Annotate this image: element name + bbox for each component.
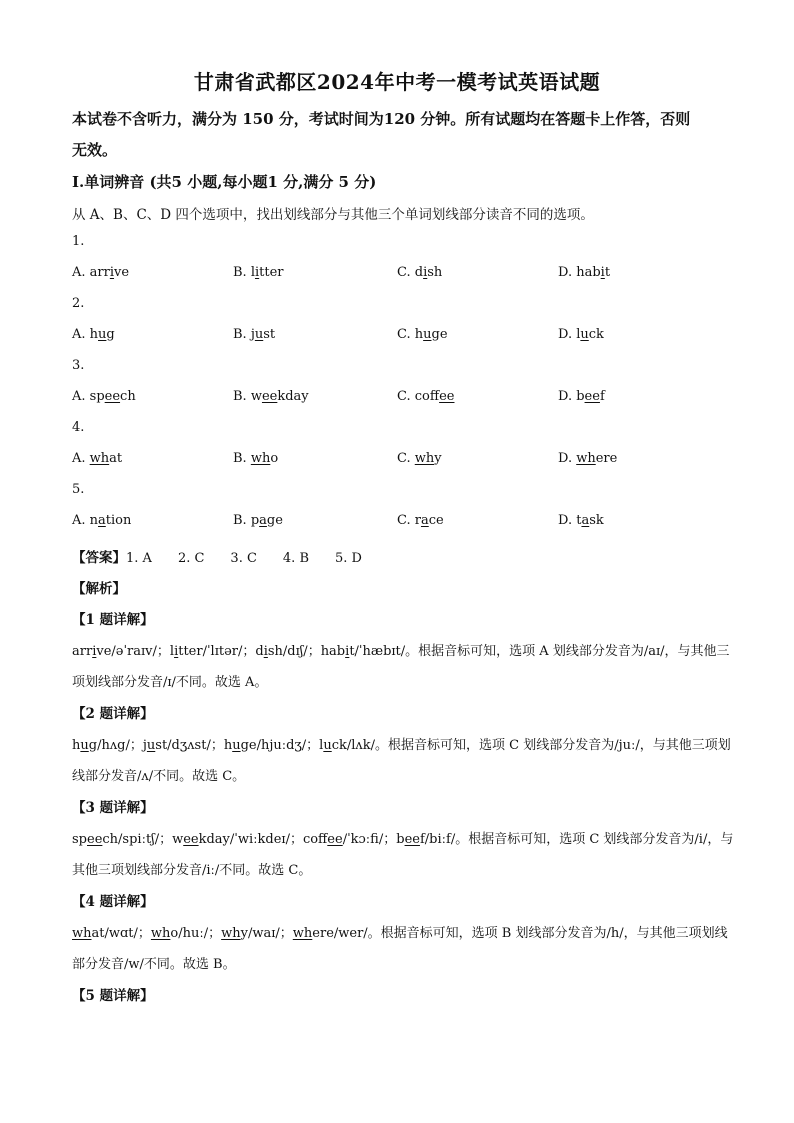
analysis-label: 【解析】	[72, 581, 126, 597]
detail-text-continued: 项划线部分发音/ɪ/不同。故选 A。	[72, 675, 268, 690]
detail-header: 【4 题详解】	[72, 894, 154, 910]
underlined-part: u	[423, 327, 432, 342]
answer-option[interactable]: A. arrive	[72, 265, 130, 280]
answer-option[interactable]: D. habit	[558, 265, 611, 280]
detail-text-continued: 线部分发音/ʌ/不同。故选 C。	[72, 769, 246, 784]
section-title: Ⅰ.单词辨音 (共5 小题,每小题1 分,满分 5 分)	[72, 173, 377, 191]
answer-option[interactable]: A. hug	[72, 327, 115, 342]
underlined-part: wh	[250, 451, 271, 466]
underlined-part: u	[98, 327, 107, 342]
detail-text: speech/spiːtʃ/；weekday/ˈwiːkdeɪ/；coffee/ˈkɔːfi/；beef/biːf/。根据音标可知，选项 C 划线部分发音为/i/，与	[72, 832, 734, 847]
answer-option[interactable]: D. beef	[558, 389, 605, 404]
answer-option[interactable]: C. dish	[397, 265, 443, 280]
underlined-part: wh	[89, 451, 110, 466]
answer-option[interactable]: C. coffee	[397, 389, 455, 404]
answer-option[interactable]: A. speech	[72, 389, 136, 404]
question-number: 1.	[72, 234, 85, 249]
answer-item: 2. C	[177, 551, 205, 566]
detail-header: 【1 题详解】	[72, 612, 154, 628]
answer-option[interactable]: D. task	[558, 513, 604, 528]
underlined-part: i	[254, 265, 260, 280]
answer-option[interactable]: B. weekday	[233, 389, 309, 404]
underlined-part: a	[581, 513, 590, 528]
answer-row	[72, 546, 362, 566]
underlined-part: a	[420, 513, 429, 528]
answer-option[interactable]: C. why	[397, 451, 442, 466]
underlined-part: i	[423, 265, 428, 280]
underlined-part: ee	[439, 389, 455, 404]
question-number: 5.	[72, 482, 85, 497]
answer-label: 【答案】	[72, 550, 126, 566]
answer-option[interactable]: A. nation	[72, 513, 132, 528]
detail-header: 【3 题详解】	[72, 800, 154, 816]
answer-option[interactable]: D. luck	[558, 327, 604, 342]
instruction-text: 从 A、B、C、D 四个选项中，找出划线部分与其他三个单词划线部分读音不同的选项。	[72, 207, 594, 223]
detail-text-continued: 部分发音/w/不同。故选 B。	[72, 957, 236, 972]
answer-option[interactable]: B. just	[233, 327, 276, 342]
underlined-part: ee	[104, 389, 121, 404]
intro-line-1: 本试卷不含听力，满分为 150 分，考试时间为120 分钟。所有试题均在答题卡上作答，否则	[72, 110, 691, 128]
underlined-part: wh	[576, 451, 596, 466]
answer-option[interactable]: B. who	[233, 451, 279, 466]
detail-text: arrive/əˈraɪv/；litter/ˈlɪtər/；dish/dɪʃ/；habit/ˈhæbɪt/。根据音标可知，选项 A 划线部分发音为/aɪ/，与其他三	[72, 644, 730, 659]
detail-text: what/wɑt/；who/huː/；why/waɪ/；where/wer/。根据音标可知，选项 B 划线部分发音为/h/，与其他三项划线	[72, 926, 728, 941]
detail-header: 【5 题详解】	[72, 988, 154, 1004]
intro-line-2: 无效。	[72, 141, 118, 159]
underlined-part: u	[254, 327, 264, 342]
question-number: 3.	[72, 358, 85, 373]
answer-option[interactable]: A. what	[72, 451, 123, 466]
detail-text-continued: 其他三项划线部分发音/iː/不同。故选 C。	[72, 863, 312, 878]
answer-option[interactable]: C. race	[397, 513, 444, 528]
underlined-part: a	[98, 513, 106, 528]
underlined-part: u	[580, 327, 589, 342]
underlined-part: wh	[414, 451, 435, 466]
underlined-part: ee	[261, 389, 278, 404]
question-number: 4.	[72, 420, 85, 435]
answer-item: 3. C	[230, 551, 257, 566]
answer-item: 5. D	[335, 551, 362, 566]
underlined-part: a	[259, 513, 267, 528]
detail-header: 【2 题详解】	[72, 706, 154, 722]
question-number: 2.	[72, 296, 85, 311]
answer-item: 4. B	[282, 551, 309, 566]
underlined-part: i	[109, 265, 115, 280]
answer-option[interactable]: B. litter	[233, 265, 284, 280]
answer-option[interactable]: B. page	[233, 513, 283, 528]
detail-text: hug/hʌg/；just/dʒʌst/；huge/hjuːdʒ/；luck/lʌk/。根据音标可知，选项 C 划线部分发音为/juː/，与其他三项划	[72, 738, 731, 753]
page-title: 甘肃省武都区2024年中考一模考试英语试题	[193, 70, 601, 94]
answer-option[interactable]: D. where	[558, 451, 618, 466]
underlined-part: ee	[584, 389, 600, 404]
answer-option[interactable]: C. huge	[397, 327, 448, 342]
answer-item: 1. A	[126, 551, 152, 566]
underlined-part: i	[600, 265, 605, 280]
